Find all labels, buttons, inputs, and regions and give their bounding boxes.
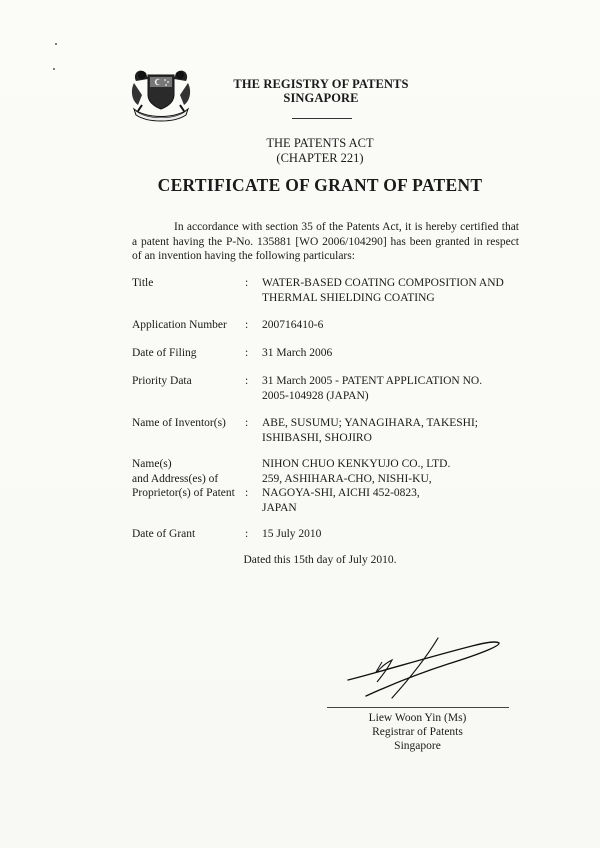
registry-country: SINGAPORE (283, 91, 359, 105)
colon: : (245, 319, 249, 331)
date-of-filing-label: Date of Filing (132, 347, 197, 359)
proprietor-label-line: Name(s) (132, 458, 172, 470)
signatory-place: Singapore (394, 740, 441, 752)
act-chapter: (CHAPTER 221) (276, 151, 364, 165)
signature-line (327, 707, 509, 708)
intro-paragraph (132, 220, 519, 264)
handwritten-signature (330, 632, 510, 702)
proprietor-line: NIHON CHUO KENKYUJO CO., LTD. (262, 458, 451, 470)
signatory-block (340, 711, 495, 753)
heading-divider (292, 118, 352, 119)
priority-data-line: 2005-104928 (JAPAN) (262, 389, 369, 402)
title-value (262, 276, 537, 305)
proprietor-line: 259, ASHIHARA-CHO, NISHI-KU, (262, 472, 432, 485)
certificate-title: CERTIFICATE OF GRANT OF PATENT (157, 175, 483, 195)
colon: : (245, 417, 249, 429)
coat-of-arms-seal (128, 65, 194, 125)
colon: : (245, 375, 249, 387)
act-name: THE PATENTS ACT (266, 136, 374, 150)
scan-speck (53, 68, 55, 70)
proprietor-line: NAGOYA-SHI, AICHI 452-0823, (262, 487, 420, 499)
signatory-role: Registrar of Patents (372, 726, 463, 738)
registry-heading (196, 77, 446, 105)
colon: : (245, 528, 249, 540)
proprietor-label-line: and Address(es) of (132, 472, 219, 485)
act-reference (200, 136, 440, 166)
colon: : (245, 347, 249, 359)
date-of-grant-value: 15 July 2010 (262, 528, 322, 540)
dated-line: Dated this 15th day of July 2010. (243, 554, 397, 566)
scan-speck (55, 43, 57, 45)
colon: : (245, 277, 249, 289)
proprietor-label-line: Proprietor(s) of Patent (132, 487, 235, 499)
date-of-grant-label: Date of Grant (132, 528, 196, 540)
priority-data-label: Priority Data (132, 375, 192, 387)
priority-data-value (262, 374, 537, 403)
inventors-line: ISHIBASHI, SHOJIRO (262, 431, 372, 444)
title-label: Title (132, 277, 154, 289)
proprietor-value (262, 457, 537, 515)
inventors-label: Name of Inventor(s) (132, 417, 226, 429)
inventors-line: ABE, SUSUMU; YANAGIHARA, TAKESHI; (262, 417, 478, 429)
colon: : (245, 487, 249, 499)
proprietor-line: JAPAN (262, 501, 297, 514)
application-number-value: 200716410-6 (262, 319, 324, 331)
application-number-label: Application Number (132, 319, 227, 331)
intro-text: In accordance with section 35 of the Patents Act, it is hereby certified that a patent having the P-No. 135881 [WO 2006/104290] has been granted in respect of an invention having the following particulars: (132, 221, 519, 262)
priority-data-line: 31 March 2005 - PATENT APPLICATION NO. (262, 375, 483, 387)
date-of-filing-value: 31 March 2006 (262, 347, 333, 359)
signatory-name: Liew Woon Yin (Ms) (368, 712, 467, 724)
proprietor-label (132, 457, 247, 501)
inventors-value (262, 416, 537, 445)
title-value-line: THERMAL SHIELDING COATING (262, 291, 435, 304)
title-value-line: WATER-BASED COATING COMPOSITION AND (262, 277, 504, 289)
registry-name: THE REGISTRY OF PATENTS (233, 77, 409, 91)
